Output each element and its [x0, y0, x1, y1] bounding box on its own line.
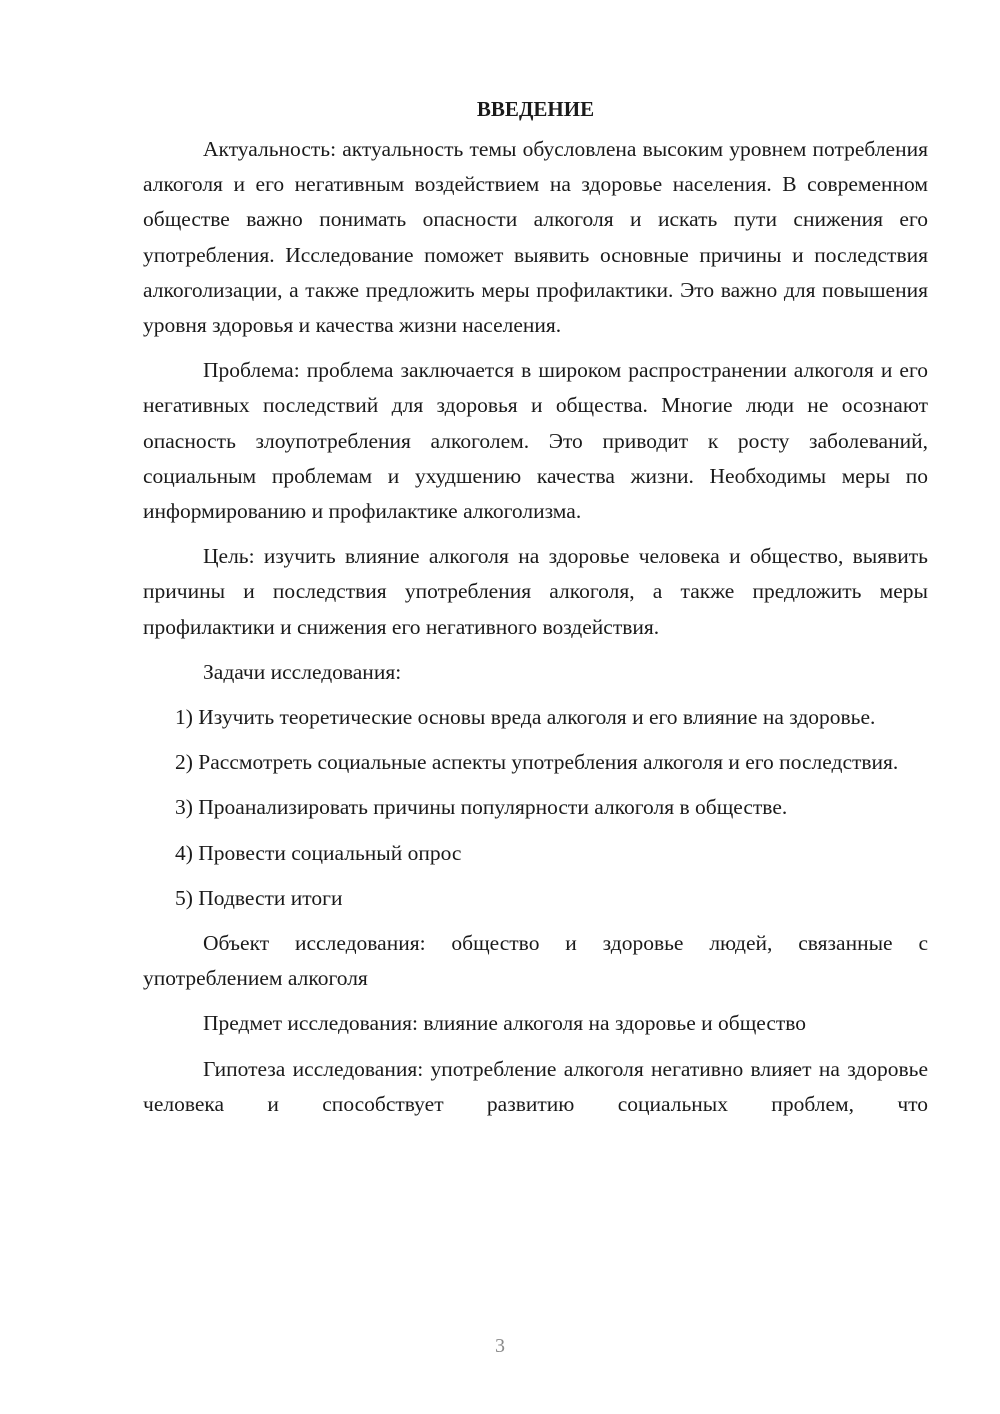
task-item-3: 3) Проанализировать причины популярности алкоголя в обществе.: [175, 795, 788, 820]
task-item-2: 2) Рассмотреть социальные аспекты употребления алкоголя и его последствия.: [175, 750, 899, 775]
section-heading: ВВЕДЕНИЕ: [476, 97, 595, 121]
tasks-title: Задачи исследования:: [203, 659, 402, 684]
task-item-4: 4) Провести социальный опрос: [175, 840, 462, 865]
document-page: [143, 92, 928, 1132]
problem-paragraph: Проблема: проблема заключается в широком распространении алкоголя и его негативных последствий для здоровья и общества. Многие люди не осознают опасность злоупотребления алкоголем. Это приводит к росту заболеваний, социальным проблемам и ухудшению качества жизни. Необходимы меры по информированию и профилактике алкоголизма.: [143, 358, 928, 524]
relevance-paragraph: Актуальность: актуальность темы обусловлена высоким уровнем потребления алкоголя и его негативным воздействием на здоровье населения. В современном обществе важно понимать опасности алкоголя и искать пути снижения его употребления. Исследование поможет выявить основные причины и последствия алкоголизации, а также предложить меры профилактики. Это важно для повышения уровня здоровья и качества жизни населения.: [143, 137, 928, 338]
task-item-1: 1) Изучить теоретические основы вреда алкоголя и его влияние на здоровье.: [175, 705, 876, 730]
task-item-5: 5) Подвести итоги: [175, 885, 343, 910]
goal-paragraph: Цель: изучить влияние алкоголя на здоровье человека и общество, выявить причины и последствия употребления алкоголя, а также предложить меры профилактики и снижения его негативного воздействия.: [143, 544, 928, 639]
subject-paragraph: Предмет исследования: влияние алкоголя на здоровье и общество: [203, 1011, 807, 1036]
object-paragraph: Объект исследования: общество и здоровье людей, связанные с употреблением алкоголя: [143, 931, 928, 991]
page-number: 3: [495, 1335, 505, 1357]
hypothesis-paragraph: Гипотеза исследования: употребление алкоголя негативно влияет на здоровье человека и способствует развитию социальных проблем, что: [143, 1056, 928, 1116]
